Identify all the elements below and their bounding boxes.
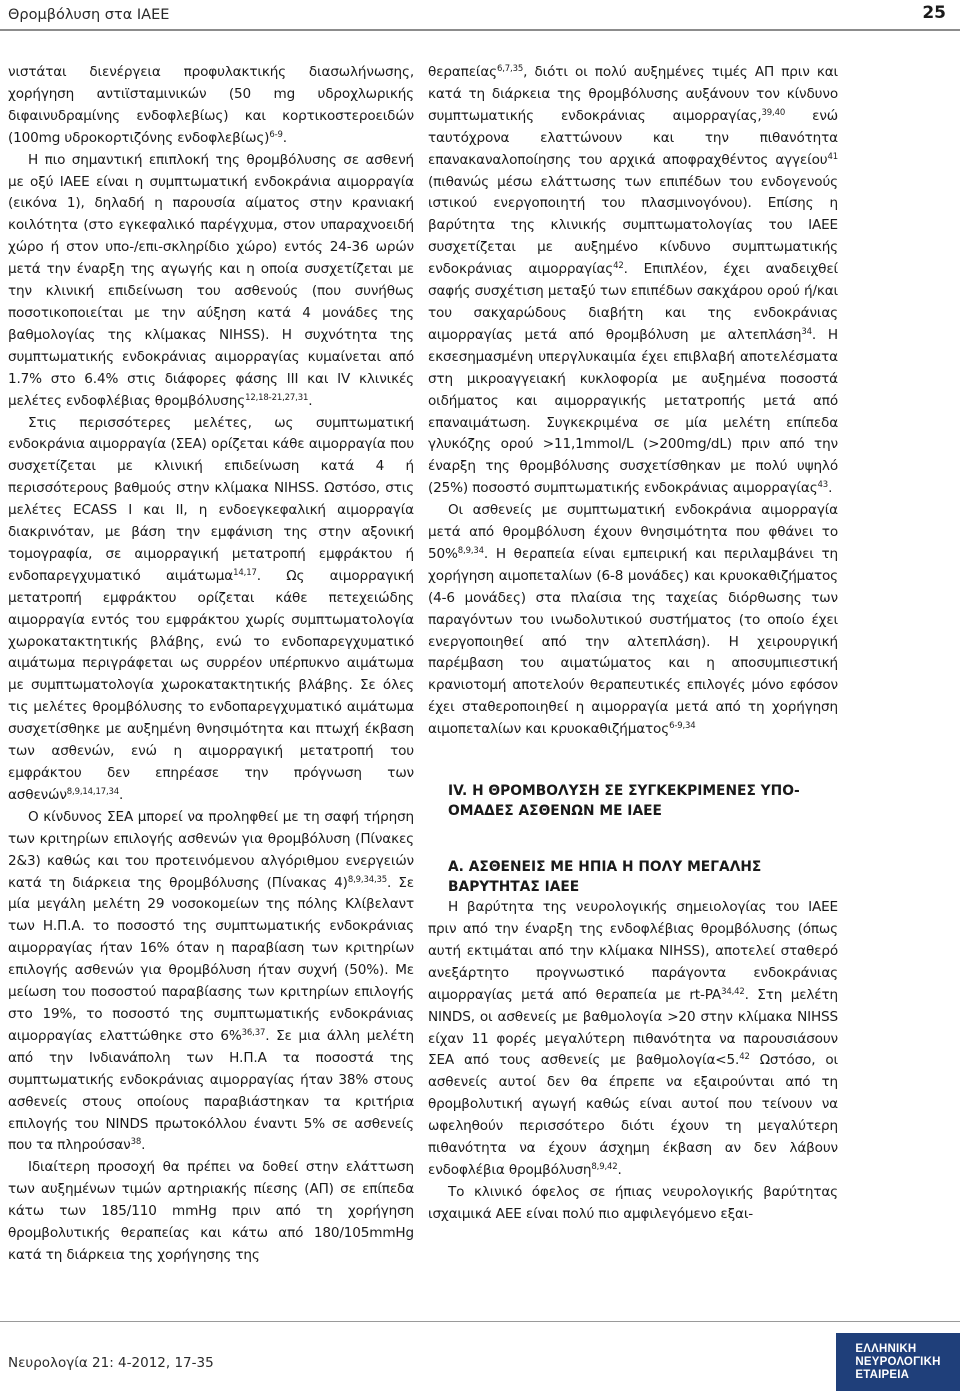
citation-superscript: 34,42 [721, 986, 745, 997]
paragraph [428, 500, 838, 741]
left-column [8, 62, 414, 1267]
text-run: (πιθανώς μέσω ελάττωσης των επιπέδων του ενδογενούς ιστικού ενεργοποιητή του πλασμινογόνου). Επίσης η βαρύτητα της κλινικής συμπτωματολογίας του ΙΑΕΕ συσχετίζεται με αυξημένο κίνδυνο συμπτωματικής ενδοκράνιας αιμορραγίας [428, 173, 838, 278]
section-heading: IV. Η ΘΡΟΜΒΟΛΥΣΗ ΣΕ ΣΥΓΚΕΚΡΙΜΕΝΕΣ ΥΠΟ-ΟΜΑΔΕΣ ΑΣΘΕΝΩΝ ΜΕ ΙΑΕΕ [448, 783, 800, 820]
text-run: . Η θεραπεία είναι εμπειρική και περιλαμβάνει τη χορήγηση αιμοπεταλίων (6-8 μονάδες) και κρυοκαθιζήματος (4-6 μονάδες) στα πλαίσια της ταχείας διόρθωσης των παραγόντων του ινωδολυτικού συστήματος (το οποίο έχει ενεργοποιηθεί από την αλτεπλάση). Η χειρουργική παρέμβαση του αιματώματος και η αποσυμπιεστική κρανιοτομή αποτελούν θεραπευτικές επιλογές μόνο εφόσον έχει σταθεροποιηθεί η αιμορραγία μετά από τη χορήγηση αιμοπεταλίων και κρυοκαθιζήματος [428, 545, 838, 738]
text-run: . Ως αιμορραγική μετατροπή εμφράκτου ορίζεται κάθε πετεχειώδης αιμορραγία εντός του εμφράκτου χωρίς συμπτωματολογία χωροκατακτητικής βλάβης, ενώ το ενδοπαρεγχυματικό αιμάτωμα περιγράφεται ως συρρέον υπέρπυκνο αιμάτωμα με συμπτωματολογία χωροκατακτητικής βλάβης. Σε όλες τις μελέτες θρομβόλυσης το ενδοπαρεγχυματικό αιμάτωμα συσχετίσθηκε με αυξημένη θνησιμότητα και πτωχή έκβαση των ασθενών, ενώ η αιμορραγική μετατροπή του εμφράκτου δεν επηρέασε την πρόγνωση των ασθενών [8, 567, 414, 803]
citation-superscript: 42 [613, 261, 624, 272]
text-run: . [141, 1137, 146, 1154]
text-run: ενώ ταυτόχρονα ελαττώνουν και την πιθανότητα επανακαναλοποίησης του αρχικά αποφραχθέντος αγγείου [428, 107, 838, 168]
citation-superscript: 6-9,34 [669, 721, 696, 732]
paragraph [8, 150, 414, 413]
paragraph [428, 897, 838, 1182]
text-run: θεραπείας [428, 64, 497, 80]
citation-superscript: 36,37 [241, 1027, 266, 1038]
citation-superscript: 39,40 [761, 107, 786, 118]
citation-superscript: 8,9,34,35 [347, 874, 388, 885]
subsection-heading: Α. ΑΣΘΕΝΕΙΣ ΜΕ ΗΠΙΑ Η ΠΟΛΥ ΜΕΓΑΛΗΣ ΒΑΡΥΤΗΤΑΣ ΙΑΕΕ [448, 859, 762, 896]
paragraph [428, 62, 838, 500]
text-run: Στις περισσότερες μελέτες, ως συμπτωματική ενδοκράνια αιμορραγία (ΣΕΑ) ορίζεται κάθε αιμορραγία που συσχετίζεται με κλινική επιδείνωση κατά 4 ή περισσότερους βαθμούς στην κλίμακα NIHSS. Ωστόσο, στις μελέτες ECASS I και II, η ενδοεγκεφαλική αιμορραγία διακρινόταν, με βάση την εμφάνιση της στην αξονική τομογραφία, σε αιμορραγική μετατροπή εμφράκτου ή ενδοπαρεγχυματικό αιμάτωμα [8, 414, 414, 584]
society-logo [836, 1333, 960, 1391]
text-run: Ιδιαίτερη προσοχή θα πρέπει να δοθεί στην ελάττωση των αυξημένων τιμών αρτηριακής πίεσης (ΑΠ) σε επίπεδα κάτω των 185/110 mmHg πριν από τη χορήγηση θρομβολυτικής θεραπείας και κάτω από 180/105mmHg κατά τη διάρκεια της χορήγησης της [8, 1159, 414, 1263]
text-run: . [617, 1161, 622, 1178]
text-run: . Σε μία μεγάλη μελέτη 29 νοσοκομείων της πόλης Κλίβελαντ των Η.Π.Α. το ποσοστό της συμπτωματικής ενδοκράνιας αιμορραγίας ήταν 16% όταν η παραβίαση των κριτηρίων επιλογής ασθενών για θρομβόλυση ήταν συχνή (50%). Με μείωση του ποσοστού παραβίασης των κριτηρίων επιλογής στο 19%, το ποσοστό της συμπτωματικής ενδοκράνιας αιμορραγίας ελαττώθηκε στο 6% [8, 874, 414, 1044]
text-run: Η βαρύτητα της νευρολογικής σημειολογίας του ΙΑΕΕ πριν από την έναρξη της ενδοφλέβιας θρομβόλυσης (όπως αυτή εκτιμάται από την κλίμακα NIHSS), αποτελεί σταθερό ανεξάρτητο προγνωστικό παράγοντα ενδοκράνιας αιμορραγίας μετά από θεραπεία με rt-PA [428, 899, 838, 1003]
text-run: . Στη μελέτη NINDS, οι ασθενείς με βαθμολογία >20 στην κλίμακα NIHSS είχαν 11 φορές μεγαλύτερη πιθανότητα να παρουσιάσουν ΣΕΑ από τους ασθενείς με βαθμολογία<5. [428, 986, 838, 1069]
text-run: Η πιο σημαντική επιπλοκή της θρομβόλυσης σε ασθενή με οξύ ΙΑΕΕ είναι η συμπτωματική ενδοκράνια αιμορραγία (εικόνα 1), δηλαδή η παρουσία αίματος στην κρανιακή κοιλότητα (στο εγκεφαλικό παρέγχυμα, στον υπαραχνοειδή χώρο ή στον υπο-/επι-σκληρίδιο χώρο) εντός 24-36 ωρών μετά την έναρξη της αγωγής και η οποία συσχετίζεται με την κλινική επιδείνωση του ασθενούς (που συνήθως ποσοτικοποιείται με την αύξηση κατά 4 μονάδες της βαθμολογίας της κλίμακας NIHSS). Η συχνότητα της συμπτωματικής ενδοκράνιας αιμορραγίας κυμαίνεται από 1.7% στο 6.4% στις διάφορες φάσης ΙΙΙ και IV κλινικές μελέτες ενδοφλέβιας θρομβόλυσης [8, 151, 414, 409]
header-rule [0, 29, 960, 31]
citation-superscript: 43 [817, 480, 829, 491]
text-run: Το κλινικό όφελος σε ήπιας νευρολογικής βαρύτητας ισχαιμικά ΑΕΕ είναι πολύ πιο αμφιλεγόμενο εξαι- [428, 1183, 838, 1222]
footer-rule [0, 1321, 960, 1322]
text-run: Οι ασθενείς με συμπτωματική ενδοκράνια αιμορραγία μετά από θρομβόλυση έχουν θνησιμότητα που φθάνει το 50% [428, 502, 838, 562]
citation-superscript: 42 [739, 1052, 750, 1063]
society-logo-text: ΕΛΛΗΝΙΚΗ ΝΕΥΡΟΛΟΓΙΚΗ ΕΤΑΙΡΕΙΑ [855, 1342, 941, 1381]
right-column [428, 62, 838, 1226]
citation-superscript: 34 [801, 326, 812, 337]
text-run: νιστάται διενέργεια προφυλακτικής διασωλήνωσης, χορήγηση αντιϊσταμινικών (50 mg υδροχλωρικής διφαινυδραμίνης ενδοφλεβίως) και κορτικοστεροειδών (100mg υδροκορτιζόνης ενδοφλεβίως) [8, 64, 414, 146]
citation-superscript: 8,9,34 [457, 545, 484, 556]
citation-superscript: 38 [130, 1137, 142, 1148]
citation-superscript: 12,18-21,27,31 [245, 392, 309, 403]
citation-superscript: 6-9 [269, 129, 283, 140]
journal-citation: Νευρολογία 21: 4-2012, 17-35 [8, 1355, 214, 1371]
text-run: Ο κίνδυνος ΣΕΑ μπορεί να προληφθεί με τη σαφή τήρηση των κριτηρίων επιλογής ασθενών για θρομβόλυση (Πίνακες 2&3) καθώς και του προτεινόμενου αλγόριθμου ενεργειών κατά τη διάρκεια της θρομβόλυσης (Πίνακας 4) [8, 808, 414, 891]
text-run: . [282, 129, 287, 146]
citation-superscript: 14,17 [233, 567, 257, 578]
text-run: Ωστόσο, οι ασθενείς αυτοί δεν θα έπρεπε να εξαιρούνται από τη θρομβολυτική αγωγή καθώς είναι αυτοί που τείνουν να ωφεληθούν περισσότερο διότι έχουν τη μεγαλύτερη πιθανότητα να έχουν άσχημη έκβαση αν δεν λάβουν ενδοφλέβια θρομβόλυση [428, 1052, 838, 1178]
citation-superscript: 6,7,35 [496, 64, 524, 74]
text-run: . [119, 786, 124, 803]
text-run: . [308, 392, 313, 409]
text-run: , διότι οι πολύ αυξημένες τιμές ΑΠ πριν και κατά τη διάρκεια της θρομβόλυσης αυξάνουν τον κίνδυνο συμπτωματικής ενδοκράνιας αιμορραγίας, [428, 64, 838, 124]
paragraph [428, 1182, 838, 1226]
paragraph [8, 1157, 414, 1267]
paragraph [8, 413, 414, 807]
text-run: . [828, 480, 833, 497]
page-number: 25 [922, 3, 946, 23]
text-run: . Σε μια άλλη μελέτη από την Ινδιανάπολη των Η.Π.Α τα ποσοστά της συμπτωματικής ενδοκράνιας αιμορραγίας ήταν 38% στους ασθενείς στους οποίους παραβιάστηκαν τα κριτήρια επιλογής του NINDS πρωτοκόλλου έναντι 5% σε ασθενείς που τα πληρούσαν [8, 1027, 414, 1154]
text-run: . Επιπλέον, έχει αναδειχθεί σαφής συσχέτιση μεταξύ των επιπέδων σακχάρου ορού ή/και του σακχαρώδους διαβήτη και της ενδοκράνιας αιμορραγίας μετά από θρομβόλυση με αλτεπλάση [428, 261, 838, 343]
citation-superscript: 8,9,42 [591, 1161, 618, 1172]
citation-superscript: 41 [827, 151, 838, 162]
citation-superscript: 8,9,14,17,34 [66, 786, 120, 797]
running-title: Θρομβόλυση στα ΙΑΕΕ [8, 7, 170, 23]
paragraph [8, 807, 414, 1158]
paragraph [8, 62, 414, 150]
text-run: . Η εκσεσημασμένη υπεργλυκαιμία έχει επιβλαβή αποτελέσματα στη μικροαγγειακή κυκλοφορία με αυξημένα ποσοστά οιδήματος και αιμορραγικής μετατροπής μετά από επαναιμάτωση. Συγκεκριμένα σε μία μελέτη επίπεδα γλυκόζης ορού >11,1mmol/L (>200mg/dL) πριν από την έναρξη της θρομβόλυσης συσχετίσθηκαν με πολύ υψηλό (25%) ποσοστό συμπτωματικής ενδοκράνιας αιμορραγίας [428, 326, 839, 497]
